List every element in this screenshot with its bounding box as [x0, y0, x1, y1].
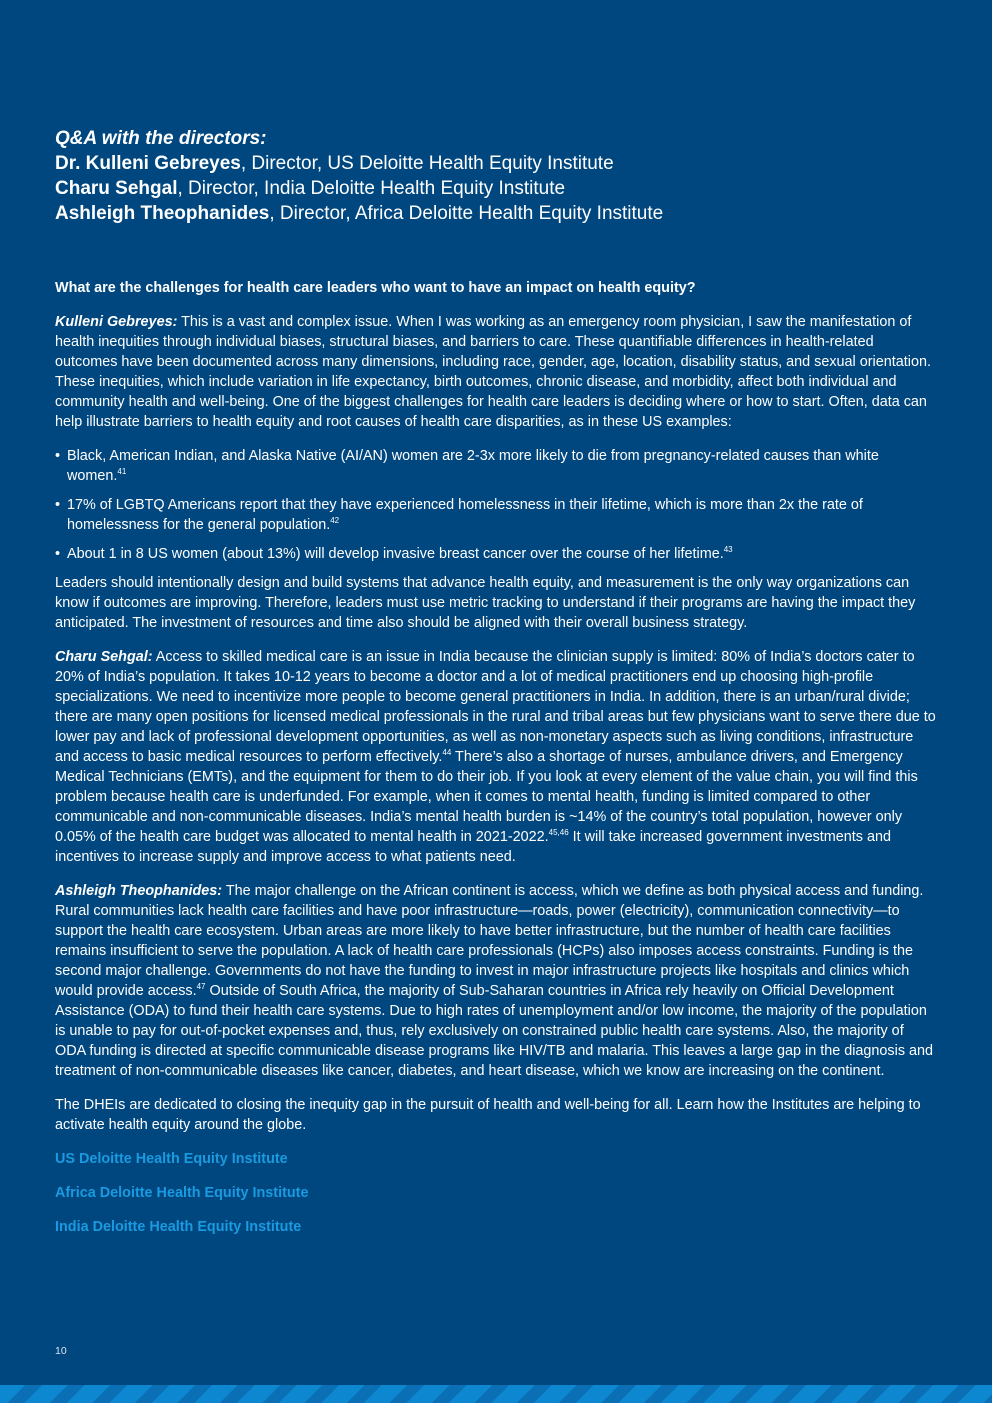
answer-kulleni — [55, 312, 937, 432]
answer-text: It will take increased government investments and incentives to increase supply and improve access to what patients need. — [55, 829, 892, 865]
institute-links — [55, 1149, 937, 1237]
link-us-institute[interactable]: US Deloitte Health Equity Institute — [55, 1151, 288, 1167]
director-role: , Director, India Deloitte Health Equity Institute — [177, 178, 566, 199]
question-heading: What are the challenges for health care leaders who want to have an impact on health equity? — [55, 280, 696, 296]
qa-header — [55, 126, 937, 226]
conclusion-text: The DHEIs are dedicated to closing the inequity gap in the pursuit of health and well-being for all. Learn how the Institutes are helping to activate health equity around the globe. — [55, 1097, 921, 1133]
director-role: , Director, Africa Deloitte Health Equity Institute — [269, 203, 664, 224]
answer-ashleigh — [55, 881, 937, 1081]
page-number: 10 — [55, 1345, 67, 1357]
footnote-ref: 41 — [117, 467, 127, 477]
list-item — [55, 495, 937, 535]
speaker-label: Kulleni Gebreyes: — [55, 314, 178, 330]
director-line — [55, 176, 937, 201]
director-line — [55, 201, 937, 226]
footnote-ref: 42 — [330, 516, 340, 526]
list-item — [55, 446, 937, 486]
director-line — [55, 151, 937, 176]
director-role: , Director, US Deloitte Health Equity Institute — [240, 153, 614, 174]
answer-text: Access to skilled medical care is an issue in India because the clinician supply is limited: 80% of India’s doctors cater to 20% of India’s population. It takes 10-12 years to become a doctor and a lot of medical practitioners end up choosing high-profile specializations. We need to incentivize more people to become general practitioners in India. In addition, there is an urban/rural divide; there are many open positions for licensed medical professionals in the rural and tribal areas but few physicians want to serve there due to lower pay and lack of professional development opportunities, as well as non-monetary aspects such as living conditions, infrastructure and access to basic medical resources to perform effectively. — [55, 649, 936, 765]
qa-intro: Q&A with the directors: — [55, 128, 267, 149]
qa-body — [55, 278, 937, 1251]
footnote-ref: 43 — [723, 545, 733, 555]
director-name: Charu Sehgal — [55, 178, 178, 199]
answer-charu — [55, 647, 937, 867]
list-item-text: 17% of LGBTQ Americans report that they have experienced homelessness in their lifetime, which is more than 2x the rate of homelessness for the general population. — [67, 497, 863, 533]
list-item — [55, 544, 937, 564]
link-africa-institute[interactable]: Africa Deloitte Health Equity Institute — [55, 1185, 309, 1201]
answer-text: Outside of South Africa, the majority of Sub-Saharan countries in Africa rely heavily on Official Development Assistance (ODA) to fund their health care systems. Due to high rates of unemployment and/or low income, the majority of the population is unable to pay for out-of-pocket expenses and, thus, rely exclusively on constrained public health care systems. Also, the majority of ODA funding is directed at specific communicable disease programs like HIV/TB and malaria. This leaves a large gap in the diagnosis and treatment of non-communicable diseases like cancer, diabetes, and heart disease, which we know are increasing on the continent. — [55, 983, 934, 1079]
decorative-stripe-bar — [0, 1385, 992, 1403]
speaker-label: Ashleigh Theophanides: — [55, 883, 223, 899]
list-item-text: Black, American Indian, and Alaska Native (AI/AN) women are 2-3x more likely to die from pregnancy-related causes than white women. — [67, 448, 879, 484]
list-item-text: About 1 in 8 US women (about 13%) will develop invasive breast cancer over the course of her lifetime. — [67, 546, 724, 562]
director-name: Ashleigh Theophanides — [55, 203, 270, 224]
answer-text: This is a vast and complex issue. When I was working as an emergency room physician, I saw the manifestation of health inequities through individual biases, structural biases, and barriers to care. These quantifiable differences in health-related outcomes have been documented across many dimensions, including race, gender, age, location, disability status, and sexual orientation. These inequities, which include variation in life expectancy, birth outcomes, chronic disease, and morbidity, affect both individual and community health and well-being. One of the biggest challenges for health care leaders is deciding where or how to start. Often, data can help illustrate barriers to health equity and root causes of health care disparities, as in these US examples: — [55, 314, 931, 430]
answer-text: The major challenge on the African continent is access, which we define as both physical access and funding. Rural communities lack health care facilities and have poor infrastructure—roads, power (electricity), communication connectivity—to support the health care ecosystem. Urban areas are more likely to have better infrastructure, but the number of health care facilities remains insufficient to serve the population. A lack of health care professionals (HCPs) also imposes access constraints. Funding is the second major challenge. Governments do not have the funding to invest in major infrastructure projects like hospitals and clinics which would provide access. — [55, 883, 924, 999]
link-india-institute[interactable]: India Deloitte Health Equity Institute — [55, 1219, 302, 1235]
footnote-ref: 44 — [442, 748, 452, 758]
footnote-ref: 45,46 — [548, 828, 569, 838]
answer-kulleni-closing: Leaders should intentionally design and build systems that advance health equity, and measurement is the only way organizations can know if outcomes are improving. Therefore, leaders must use metric tracking to understand if their programs are having the impact they anticipated. The investment of resources and time also should be aligned with their overall business strategy. — [55, 575, 916, 631]
footnote-ref: 47 — [196, 982, 206, 992]
statistics-list — [55, 446, 937, 564]
speaker-label: Charu Sehgal: — [55, 649, 153, 665]
director-name: Dr. Kulleni Gebreyes — [55, 153, 241, 174]
answer-text: There’s also a shortage of nurses, ambulance drivers, and Emergency Medical Technicians (EMTs), and the equipment for them to do their job. If you look at every element of the value chain, you will find this problem because health care is underfunded. For example, when it comes to mental health, funding is limited compared to other communicable and non-communicable diseases. India’s mental health burden is ~14% of the country’s total population, however only 0.05% of the health care budget was allocated to mental health in 2021-2022. — [55, 749, 918, 845]
